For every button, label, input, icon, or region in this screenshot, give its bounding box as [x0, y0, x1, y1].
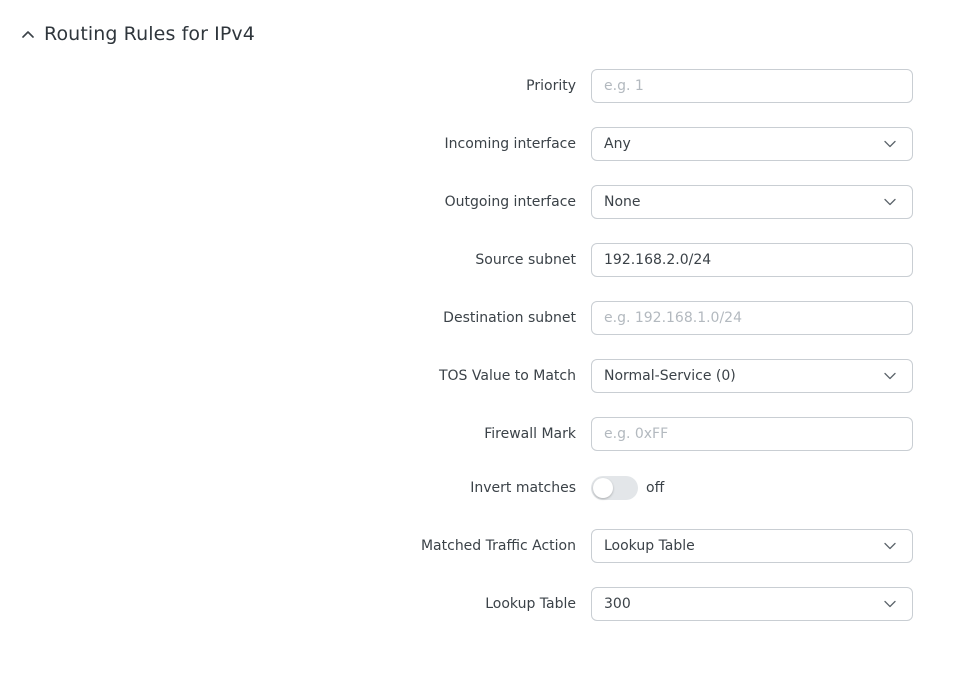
source-subnet-label: Source subnet [475, 252, 576, 268]
matched-traffic-action-row [0, 529, 957, 563]
chevron-down-icon [884, 372, 896, 380]
matched-traffic-action-value: Lookup Table [604, 538, 695, 554]
destination-subnet-input[interactable] [591, 301, 913, 335]
toggle-knob [593, 478, 613, 498]
incoming-interface-value: Any [604, 136, 631, 152]
incoming-interface-row [0, 127, 957, 161]
firewall-mark-input[interactable] [591, 417, 913, 451]
incoming-interface-label: Incoming interface [444, 136, 576, 152]
firewall-mark-row [0, 417, 957, 451]
priority-input[interactable] [591, 69, 913, 103]
lookup-table-label: Lookup Table [485, 596, 576, 612]
matched-traffic-action-select[interactable] [591, 529, 913, 563]
source-subnet-input[interactable] [591, 243, 913, 277]
chevron-down-icon [884, 140, 896, 148]
priority-row [0, 69, 957, 103]
priority-label: Priority [526, 78, 576, 94]
matched-traffic-action-label: Matched Traffic Action [420, 538, 576, 554]
invert-matches-label: Invert matches [470, 480, 576, 496]
invert-matches-row [0, 475, 957, 501]
tos-value-value: Normal-Service (0) [604, 368, 736, 384]
tos-value-label: TOS Value to Match [438, 368, 576, 384]
lookup-table-value: 300 [604, 596, 631, 612]
destination-subnet-label: Destination subnet [443, 310, 576, 326]
chevron-up-icon[interactable] [20, 26, 36, 42]
invert-matches-toggle[interactable] [591, 476, 638, 500]
destination-subnet-row [0, 301, 957, 335]
section-header [20, 18, 255, 50]
outgoing-interface-select[interactable] [591, 185, 913, 219]
chevron-down-icon [884, 600, 896, 608]
firewall-mark-label: Firewall Mark [484, 426, 576, 442]
chevron-down-icon [884, 198, 896, 206]
chevron-down-icon [884, 542, 896, 550]
source-subnet-row [0, 243, 957, 277]
lookup-table-select[interactable] [591, 587, 913, 621]
lookup-table-row [0, 587, 957, 621]
outgoing-interface-label: Outgoing interface [444, 194, 576, 210]
outgoing-interface-value: None [604, 194, 641, 210]
tos-value-select[interactable] [591, 359, 913, 393]
incoming-interface-select[interactable] [591, 127, 913, 161]
tos-value-row [0, 359, 957, 393]
outgoing-interface-row [0, 185, 957, 219]
section-title: Routing Rules for IPv4 [44, 23, 255, 45]
invert-matches-toggle-wrap [591, 475, 664, 501]
invert-matches-state: off [646, 480, 665, 496]
